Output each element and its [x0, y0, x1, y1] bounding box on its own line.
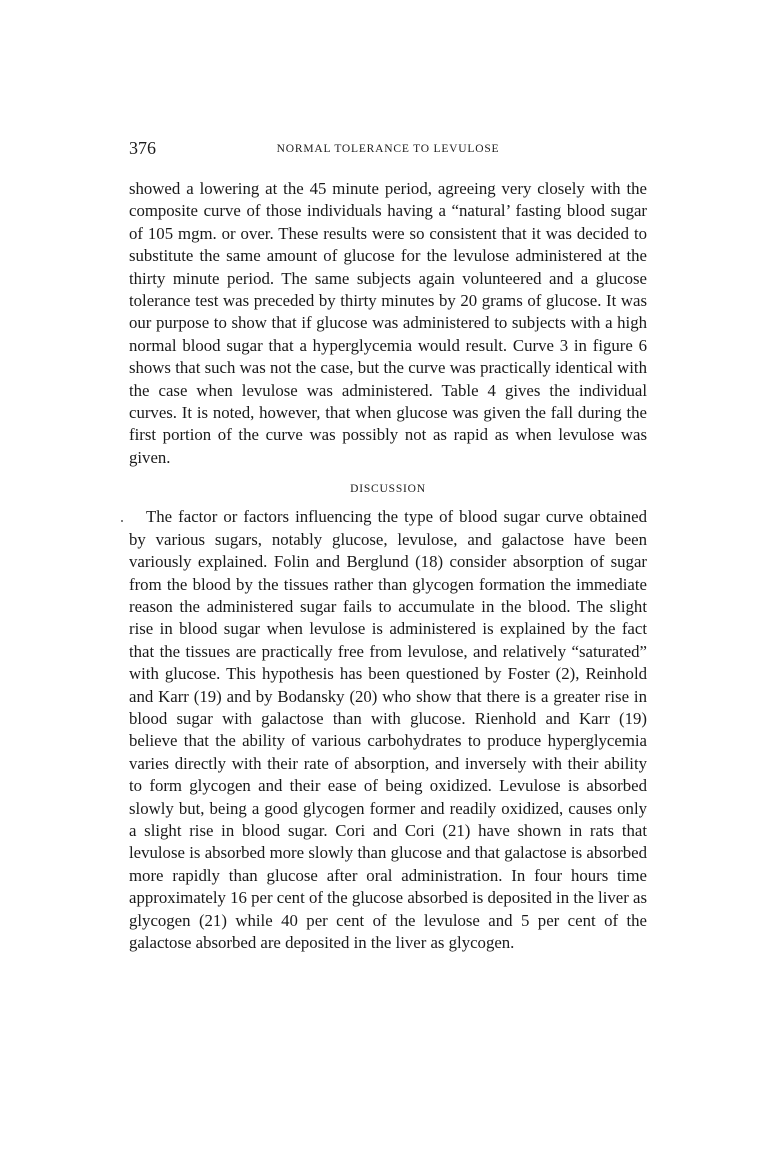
paragraph-discussion: The factor or factors influencing the type of blood sugar curve obtained by various sugars, notably glucose, levulose, and galactose have been variously explained. Folin and Berglund (18) consider absorption of sugar from the blood by the tissues rather than glycogen formation the immediate reason the administered sugar fails to accumulate in the blood. The slight rise in blood sugar when levulose is administered is explained by the fact that the tissues are practically free from levulose, and relatively “saturated” with glucose. This hypothesis has been questioned by Foster (2), Reinhold and Karr (19) and by Bodansky (20) who show that there is a greater rise in blood sugar with galactose than with glucose. Rienhold and Karr (19) believe that the ability of various carbohydrates to produce hyperglycemia varies directly with their rate of absorption, and inversely with their ability to form glycogen and their ease of being oxidized. Levulose is absorbed slowly but, being a good glycogen former and readily oxidized, causes only a slight rise in blood sugar. Cori and Cori (21) have shown in rats that levulose is absorbed more slowly than glucose and that galactose is absorbed more rapidly than glucose after oral administration. In four hours time approximately 16 per cent of the glucose absorbed is deposited in the liver as glycogen (21) while 40 per cent of the levulose and 5 per cent of the galactose absorbed are deposited in the liver as glycogen. [129, 507, 647, 952]
margin-speck [121, 520, 123, 522]
page-header [129, 138, 647, 160]
paragraph-continued: showed a lowering at the 45 minute period, agreeing very closely with the composite curve of those individuals having a “natural’ fasting blood sugar of 105 mgm. or over. These results were so consistent that it was decided to substitute the same amount of glucose for the levulose administered at the thirty minute period. The same subjects again volunteered and a glucose tolerance test was preceded by thirty minutes by 20 grams of glucose. It was our purpose to show that if glucose was administered to subjects with a high normal blood sugar that a hyperglycemia would result. Curve 3 in figure 6 shows that such was not the case, but the curve was practically identical with the case when levulose was administered. Table 4 gives the individual curves. It is noted, however, that when glucose was given the fall during the first portion of the curve was possibly not as rapid as when levulose was given. [129, 179, 647, 467]
running-title: NORMAL TOLERANCE TO LEVULOSE [276, 143, 500, 155]
body-text [129, 178, 647, 954]
section-heading-discussion: DISCUSSION [350, 483, 426, 496]
page-number: 376 [129, 138, 156, 158]
